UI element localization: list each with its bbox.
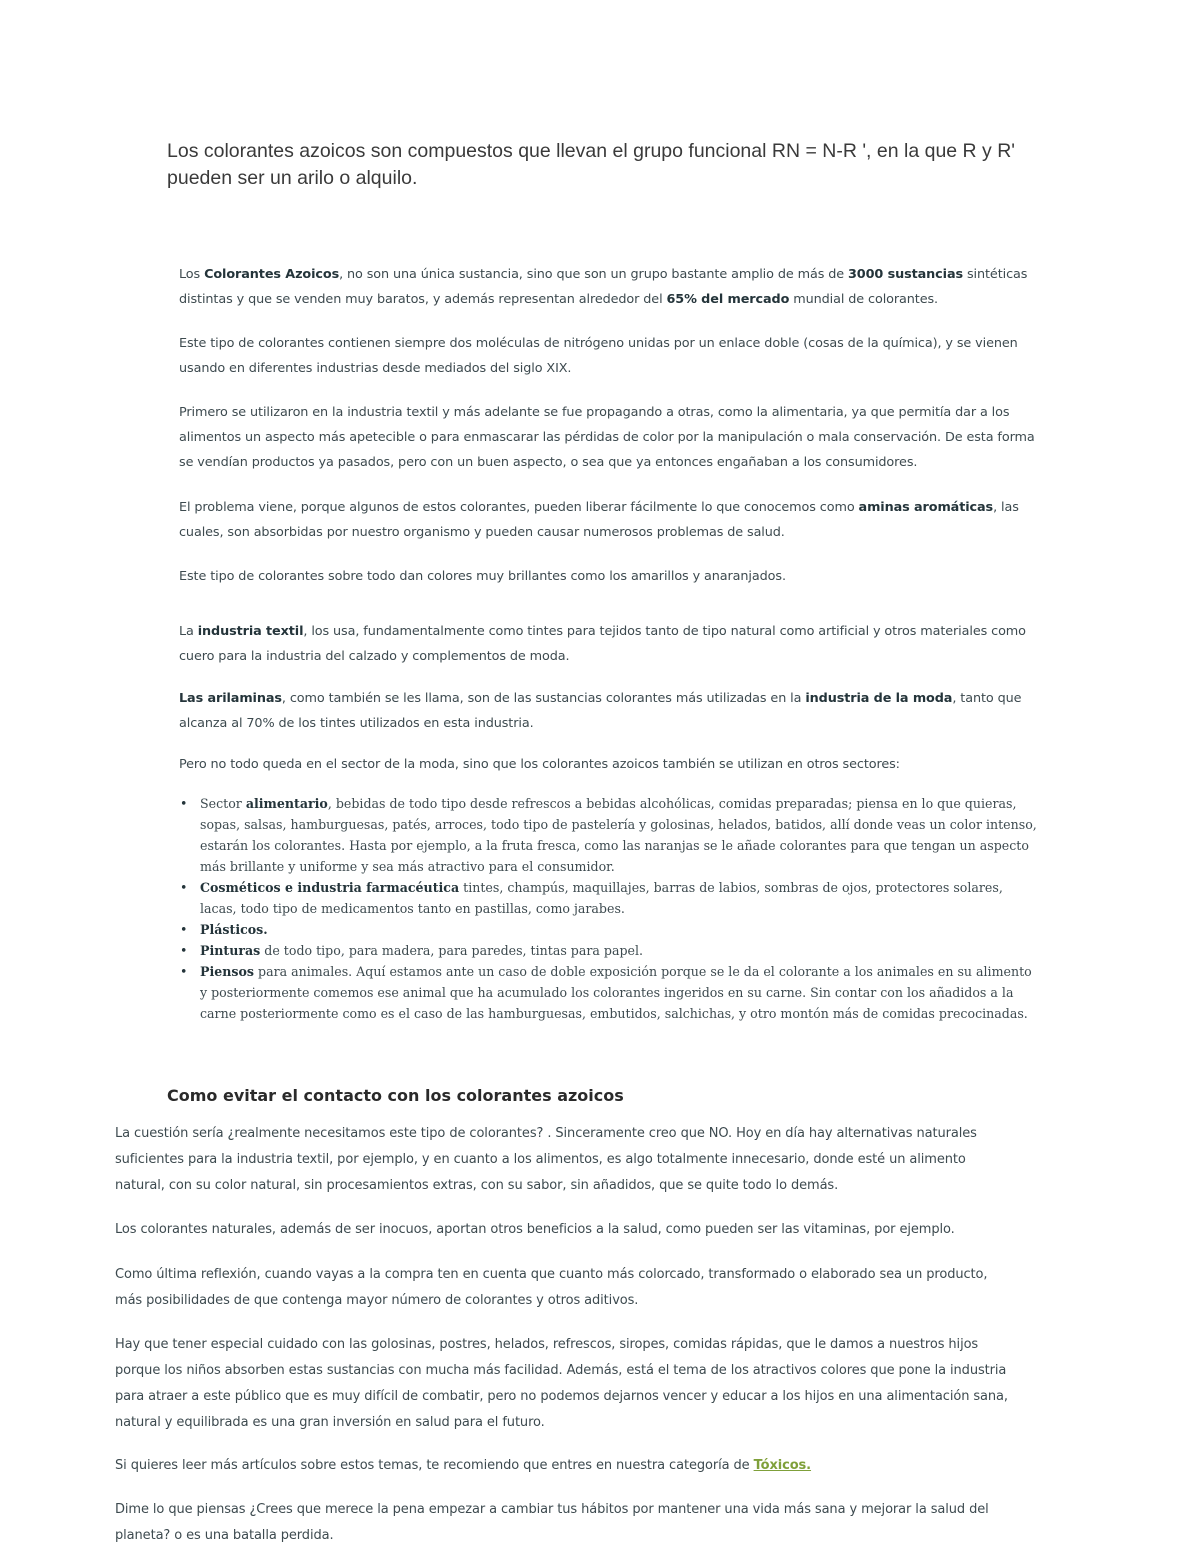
text-run: Los bbox=[179, 267, 205, 282]
paragraph-golosinas: Hay que tener especial cuidado con las golosinas, postres, helados, refrescos, siropes, comidas rápidas, que le damos a nuestros hijos porque los niños absorben estas sustancias con mucha más facilidad. Además, está el tema de los atractivos colores que pone la industria para atraer a este público que es muy difícil de combatir, pero no podemos dejarnos vencer y educar a los hijos en una alimentación sana, natural y equilibrada es una gran inversión en salud para el futuro. bbox=[115, 1337, 1008, 1430]
bullet: • bbox=[180, 922, 188, 937]
bold-term: Colorantes Azoicos bbox=[204, 267, 340, 282]
bold-term: aminas aromáticas bbox=[858, 500, 994, 515]
paragraph-colorantes-azoicos bbox=[179, 262, 1039, 312]
bold-term: Plásticos. bbox=[200, 922, 268, 937]
paragraph-dime: Dime lo que piensas ¿Crees que merece la pena empezar a cambiar tus hábitos por mantener una vida más sana y mejorar la salud del planeta? o es una batalla perdida. bbox=[115, 1502, 989, 1543]
bullet: • bbox=[180, 943, 188, 958]
list-item bbox=[179, 877, 1039, 919]
section-heading: Como evitar el contacto con los colorantes azoicos bbox=[167, 1086, 624, 1105]
paragraph-industria-textil bbox=[179, 619, 1039, 669]
list-item bbox=[179, 961, 1039, 1024]
bold-term: Las arilaminas bbox=[179, 691, 282, 706]
paragraph-aminas bbox=[179, 495, 1039, 545]
text-run: , las cuales, son absorbidas por nuestro organismo y pueden causar numerosos problemas de salud. bbox=[179, 500, 1019, 540]
text-run: La bbox=[179, 624, 198, 639]
text-run: , los usa, fundamentalmente como tintes para tejidos tanto de tipo natural como artificial y otros materiales como cuero para la industria del calzado y complementos de moda. bbox=[179, 624, 1026, 664]
bold-term: 3000 sustancias bbox=[848, 267, 964, 282]
toxicos-link[interactable]: Tóxicos. bbox=[753, 1458, 812, 1473]
paragraph-historia: Primero se utilizaron en la industria textil y más adelante se fue propagando a otras, como la alimentaria, ya que permitía dar a los alimentos un aspecto más apetecible o para enmascarar las pérdidas de color por la manipulación o mala conservación. De esta forma se vendían productos ya pasados, pero con un buen aspecto, o sea que ya entonces engañaban a los consumidores. bbox=[179, 405, 1035, 470]
paragraph-nitrogeno: Este tipo de colorantes contienen siempre dos moléculas de nitrógeno unidas por un enlace doble (cosas de la química), y se vienen usando en diferentes industrias desde mediados del siglo XIX. bbox=[179, 336, 1018, 376]
text-run: de todo tipo, para madera, para paredes, tintas para papel. bbox=[260, 943, 644, 958]
paragraph-colores-brillantes: Este tipo de colorantes sobre todo dan colores muy brillantes como los amarillos y anaranjados. bbox=[179, 569, 786, 584]
bullet: • bbox=[180, 964, 188, 979]
bold-term: industria textil bbox=[197, 624, 304, 639]
bold-term: alimentario bbox=[245, 796, 328, 811]
bullet: • bbox=[180, 796, 188, 811]
list-item bbox=[179, 919, 1039, 940]
paragraph-cuestion: La cuestión sería ¿realmente necesitamos este tipo de colorantes? . Sinceramente creo que NO. Hoy en día hay alternativas naturales suficientes para la industria textil, por ejemplo, y en cuanto a los alimentos, es algo totalmente innecesario, donde esté un alimento natural, con su color natural, sin procesamientos extras, con su sabor, sin añadidos, que se quite todo lo demás. bbox=[115, 1126, 977, 1193]
text-run: , bebidas de todo tipo desde refrescos a bebidas alcohólicas, comidas preparadas; piensa en lo que quieras, sopas, salsas, hamburguesas, patés, arroces, todo tipo de pastelería y golosinas, helados, batidos, allí donde veas un color intenso, estarán los colorantes. Hasta por ejemplo, a la fruta fresca, como las naranjas se le añade colorantes para que tengan un aspecto más brillante y uniforme y sea más atractivo para el consumidor. bbox=[200, 796, 1037, 874]
text-run: , no son una única sustancia, sino que son un grupo bastante amplio de más de bbox=[339, 267, 848, 282]
text-run: Sector bbox=[200, 796, 246, 811]
text-run: , tanto que alcanza al 70% de los tintes utilizados en esta industria. bbox=[179, 691, 1022, 731]
sectors-list bbox=[179, 793, 1039, 1024]
intro-paragraph: Los colorantes azoicos son compuestos que llevan el grupo funcional RN = N-R ', en la que R y R' pueden ser un arilo o alquilo. bbox=[167, 140, 1016, 189]
text-run: sintéticas distintas y que se venden muy baratos, y además representan alrededor del bbox=[179, 267, 1028, 307]
bold-term: industria de la moda bbox=[805, 691, 953, 706]
bold-term: 65% del mercado bbox=[666, 292, 790, 307]
text-run: Si quieres leer más artículos sobre estos temas, te recomiendo que entres en nuestra categoría de bbox=[115, 1458, 754, 1473]
text-run: , como también se les llama, son de las sustancias colorantes más utilizadas en la bbox=[281, 691, 806, 706]
paragraph-arilaminas bbox=[179, 686, 1039, 736]
paragraph-categoria bbox=[115, 1453, 1015, 1479]
bold-term: Piensos bbox=[200, 964, 255, 979]
paragraph-otros-sectores: Pero no todo queda en el sector de la moda, sino que los colorantes azoicos también se utilizan en otros sectores: bbox=[179, 757, 900, 772]
text-run: para animales. Aquí estamos ante un caso de doble exposición porque se le da el colorante a los animales en su alimento y posteriormente comemos ese animal que ha acumulado los colorantes ingeridos en su carne. Sin contar con los añadidos a la carne posteriormente como es el caso de las hamburguesas, embutidos, salchichas, y otro montón más de comidas precocinadas. bbox=[200, 964, 1032, 1021]
text-run: mundial de colorantes. bbox=[789, 292, 939, 307]
text-run: tintes, champús, maquillajes, barras de labios, sombras de ojos, protectores solares, lacas, todo tipo de medicamentos tanto en pastillas, como jarabes. bbox=[200, 880, 1003, 916]
paragraph-naturales: Los colorantes naturales, además de ser inocuos, aportan otros beneficios a la salud, como pueden ser las vitaminas, por ejemplo. bbox=[115, 1222, 955, 1237]
text-run: El problema viene, porque algunos de estos colorantes, pueden liberar fácilmente lo que conocemos como bbox=[179, 500, 859, 515]
list-item bbox=[179, 793, 1039, 877]
bold-term: Cosméticos e industria farmacéutica bbox=[200, 880, 460, 895]
paragraph-reflexion: Como última reflexión, cuando vayas a la compra ten en cuenta que cuanto más colorcado, transformado o elaborado sea un producto, más posibilidades de que contenga mayor número de colorantes y otros aditivos. bbox=[115, 1267, 988, 1308]
bullet: • bbox=[180, 880, 188, 895]
bold-term: Pinturas bbox=[200, 943, 261, 958]
list-item bbox=[179, 940, 1039, 961]
